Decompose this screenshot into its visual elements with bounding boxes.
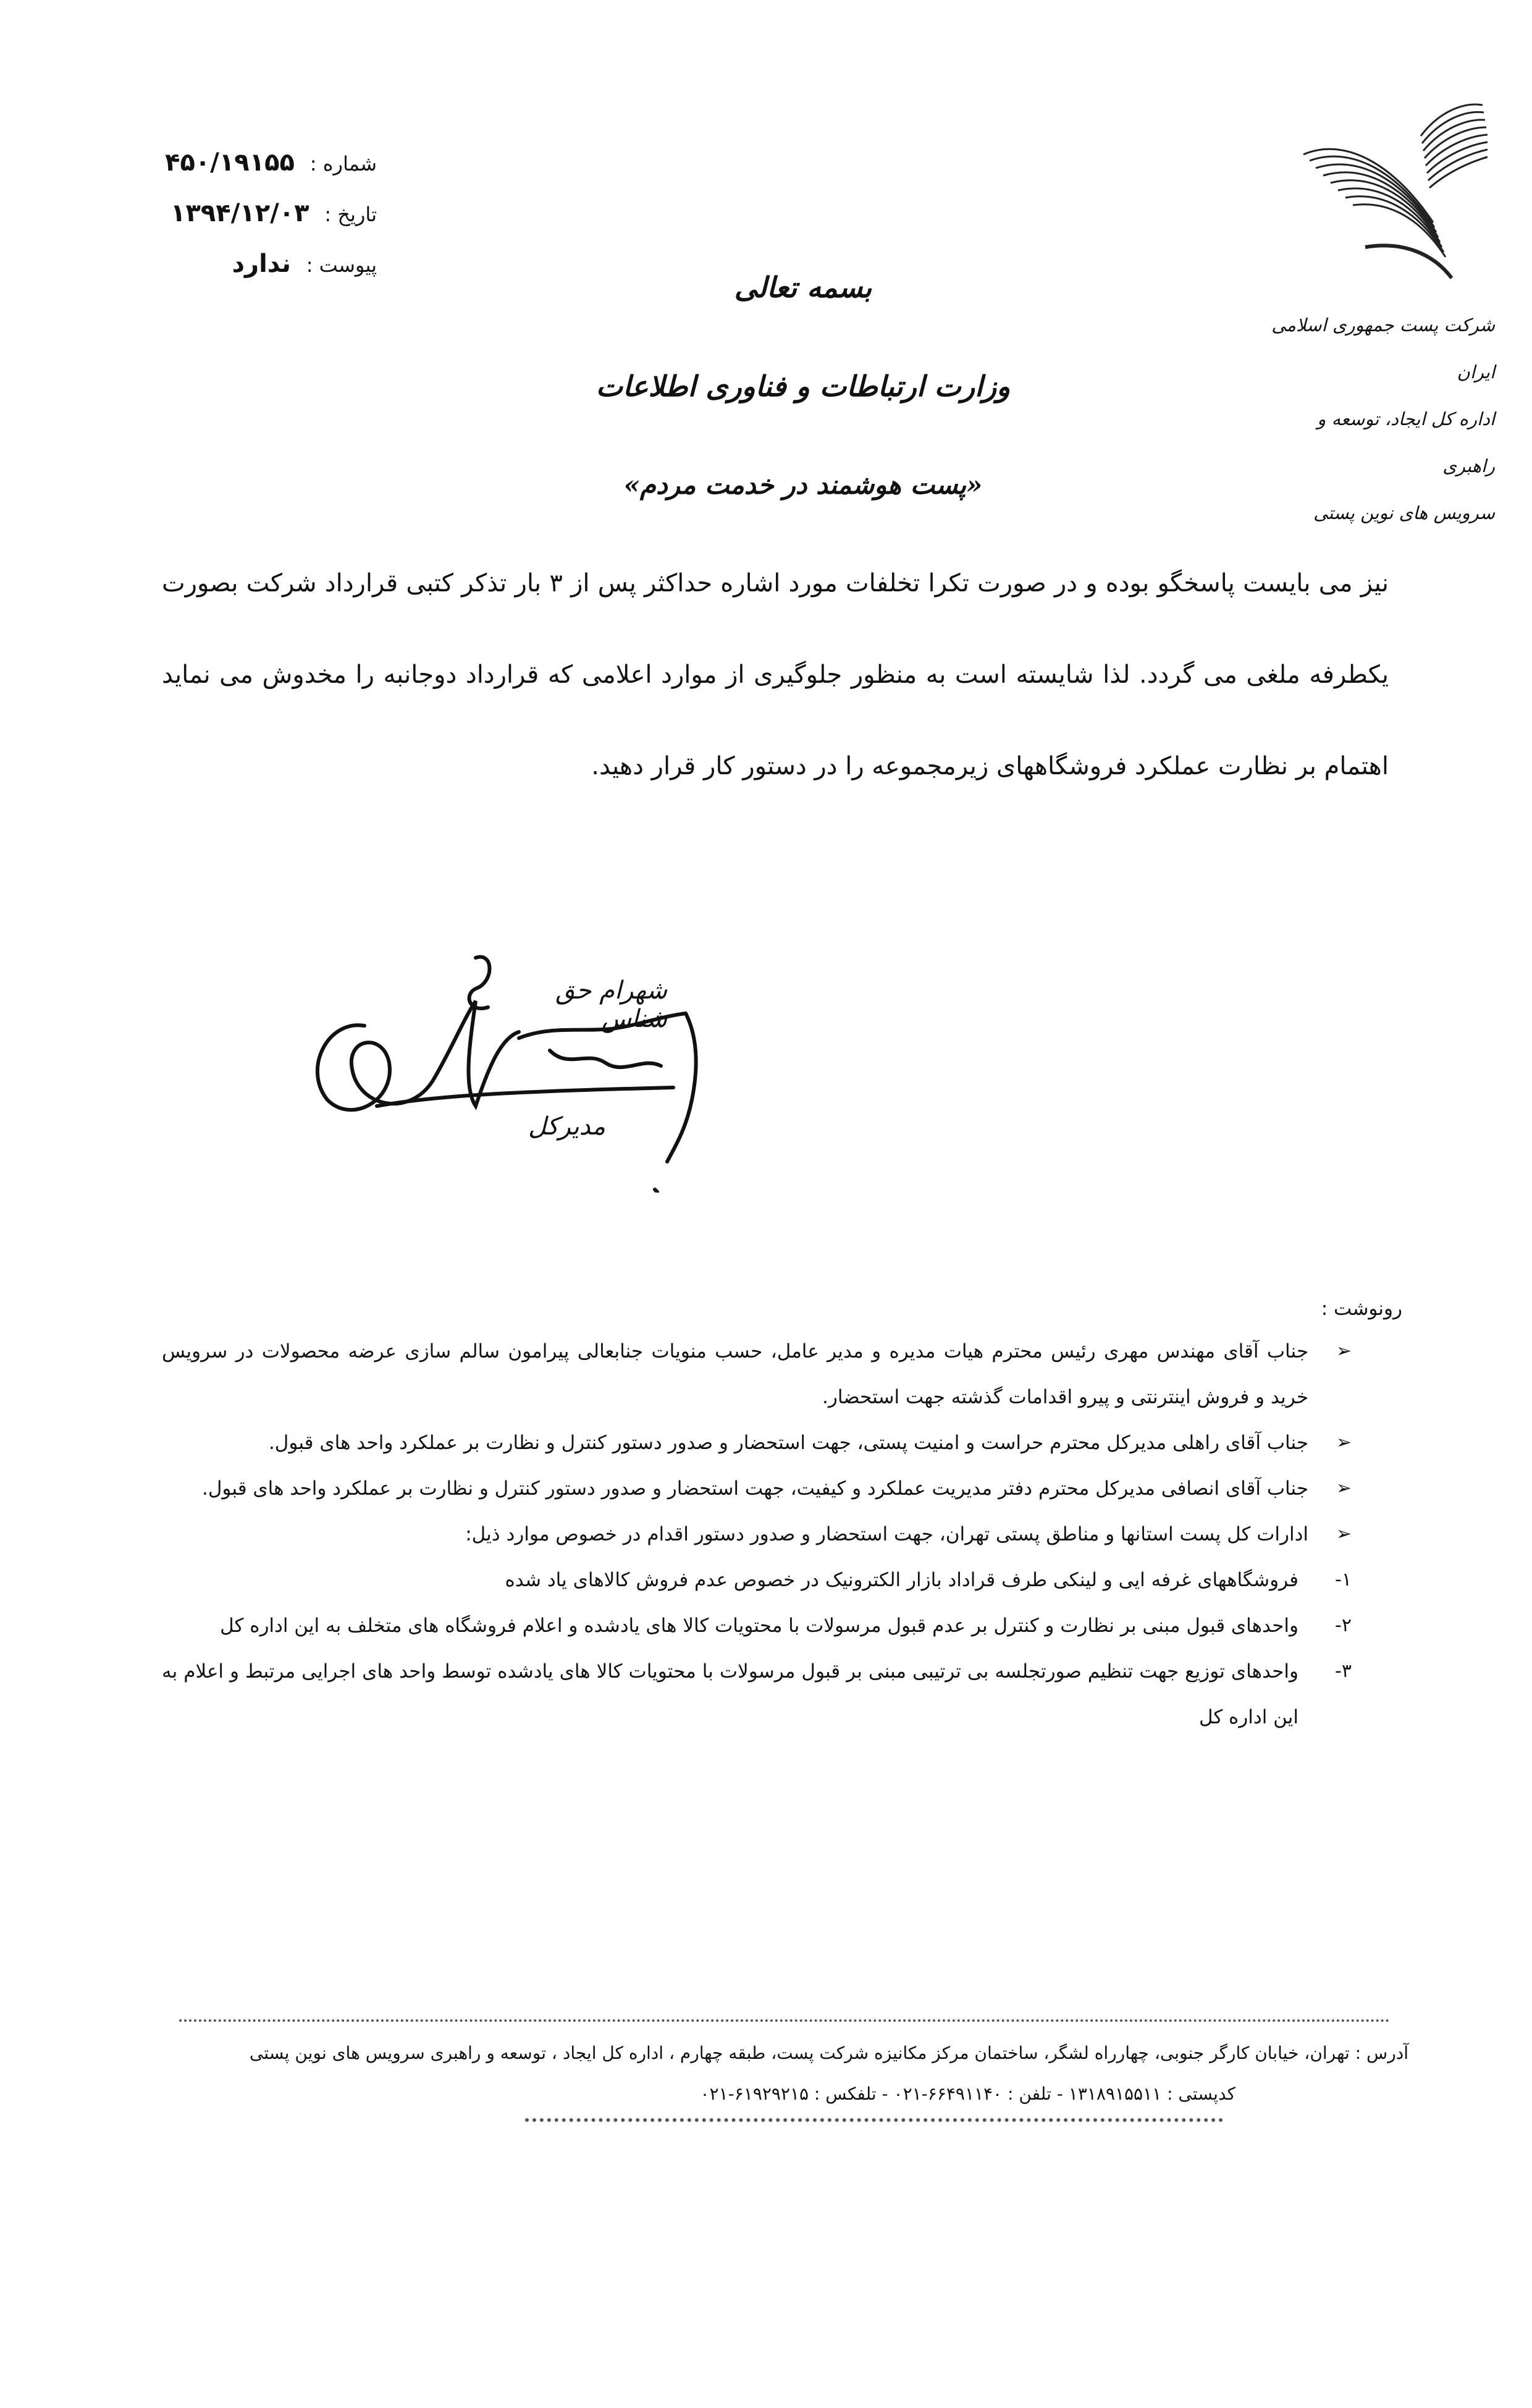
cc-item [162,1511,1352,1557]
footer-contact: کدپستی : ۱۳۱۸۹۱۵۵۱۱ - تلفن : ۶۶۴۹۱۱۴۰-۰۲۱ - تلفکس : ۶۱۹۲۹۲۱۵-۰۲۱ [700,2084,1235,2104]
cc-item-text: جناب آقای مهندس مهری رئیس محترم هیات مدیره و مدیر عامل، حسب منویات جنابعالی پیرامون سالم سازی عرضه محصولات در سرویس خرید و فروش اینترنتی و پیرو اقدامات گذشته جهت استحضار. [162,1340,1308,1408]
arrow-bullet-icon: ➢ [1336,1340,1352,1362]
logo-line-1: شرکت پست جمهوری اسلامی ایران [1271,315,1495,382]
item-number: ۲- [1335,1615,1352,1636]
post-wings-icon [1291,99,1495,290]
numbered-item-text: فروشگاههای غرفه ایی و لینکی طرف قراداد بازار الکترونیک در خصوص عدم فروش کالاهای یاد شده [505,1569,1298,1591]
letter-date [154,188,377,239]
cc-item-text: ادارات کل پست استانها و مناطق پستی تهران، جهت استحضار و صدور دستور اقدام در خصوص موارد ذیل: [465,1523,1308,1545]
date-value: ۱۳۹۴/۱۲/۰۳ [170,199,309,227]
footer-address: آدرس : تهران، خیابان کارگر جنوبی، چهارراه لشگر، ساختمان مرکز مکانیزه شرکت پست، طبقه چهارم ، اداره کل ایجاد ، توسعه و راهبری سرویس های نوین پستی [249,2043,1408,2063]
ministry-title: وزارت ارتباطات و فناوری اطلاعات [596,370,1011,403]
date-label: تاریخ : [324,203,377,226]
signature-name: شهرام حق شناس [555,976,667,1033]
cc-item-text: جناب آقای انصافی مدیرکل محترم دفتر مدیریت عملکرد و کیفیت، جهت استحضار و صدور دستور کنترل و نظارت بر عملکرد واحد های قبول. [201,1477,1308,1500]
signature-title: مدیرکل [528,1112,605,1141]
arrow-bullet-icon: ➢ [1336,1432,1352,1453]
cc-title: رونوشت : [1321,1298,1402,1320]
item-number: ۱- [1335,1569,1352,1591]
numbered-item [162,1603,1352,1649]
footer-cut-line [525,2114,1223,2127]
numbered-item-text: واحدهای توزیع جهت تنظیم صورتجلسه بی ترتیبی مبنی بر قبول مرسولات با محتویات کالا های یادشده توسط واحد های اجرایی مرتبط و اعلام به این اداره کل [162,1660,1298,1728]
numbered-item-text: واحدهای قبول مبنی بر نظارت و کنترل بر عدم قبول مرسولات با محتویات کالا های یادشده و اعلام فروشگاه های متخلف به این اداره کل [220,1615,1298,1637]
cc-item [162,1466,1352,1511]
post-logo [1291,99,1495,290]
arrow-bullet-icon: ➢ [1336,1523,1352,1545]
item-number: ۳- [1335,1660,1352,1682]
basmala: بسمه تعالی [734,271,872,304]
attachment-value: ندارد [232,250,291,278]
number-value: ۴۵۰/۱۹۱۵۵ [165,148,295,177]
numbered-item [162,1557,1352,1603]
attachment-label: پیوست : [306,253,377,277]
cc-item [162,1420,1352,1466]
cc-list [162,1329,1352,1740]
number-label: شماره : [309,152,377,175]
logo-caption [1260,302,1495,536]
letter-body: نیز می بایست پاسخگو بوده و در صورت تکرا تخلفات مورد اشاره حداکثر پس از ۳ بار تذکر کتبی قرارداد شرکت بصورت یکطرفه ملغی می گردد. لذا شایسته است به منظور جلوگیری از موارد اعلامی که قرارداد دوجانبه را مخدوش می نماید اهتمام بر نظارت عملکرد فروشگاههای زیرمجموعه را در دستور کار قرار دهید. [162,569,1389,780]
arrow-bullet-icon: ➢ [1336,1477,1352,1499]
cc-item [162,1329,1352,1420]
letter-number [154,137,377,188]
footer-divider [179,2019,1390,2022]
letter-meta [154,137,377,289]
logo-line-3: سرویس های نوین پستی [1313,502,1495,523]
numbered-item [162,1649,1352,1740]
footer [154,2033,1408,2127]
logo-line-2: اداره کل ایجاد، توسعه و راهبری [1317,408,1495,476]
cc-item-text: جناب آقای راهلی مدیرکل محترم حراست و امنیت پستی، جهت استحضار و صدور دستور کنترل و نظارت بر عملکرد واحد های قبول. [268,1432,1308,1454]
letter-attachment [154,239,377,289]
slogan: «پست هوشمند در خدمت مردم» [623,470,983,500]
